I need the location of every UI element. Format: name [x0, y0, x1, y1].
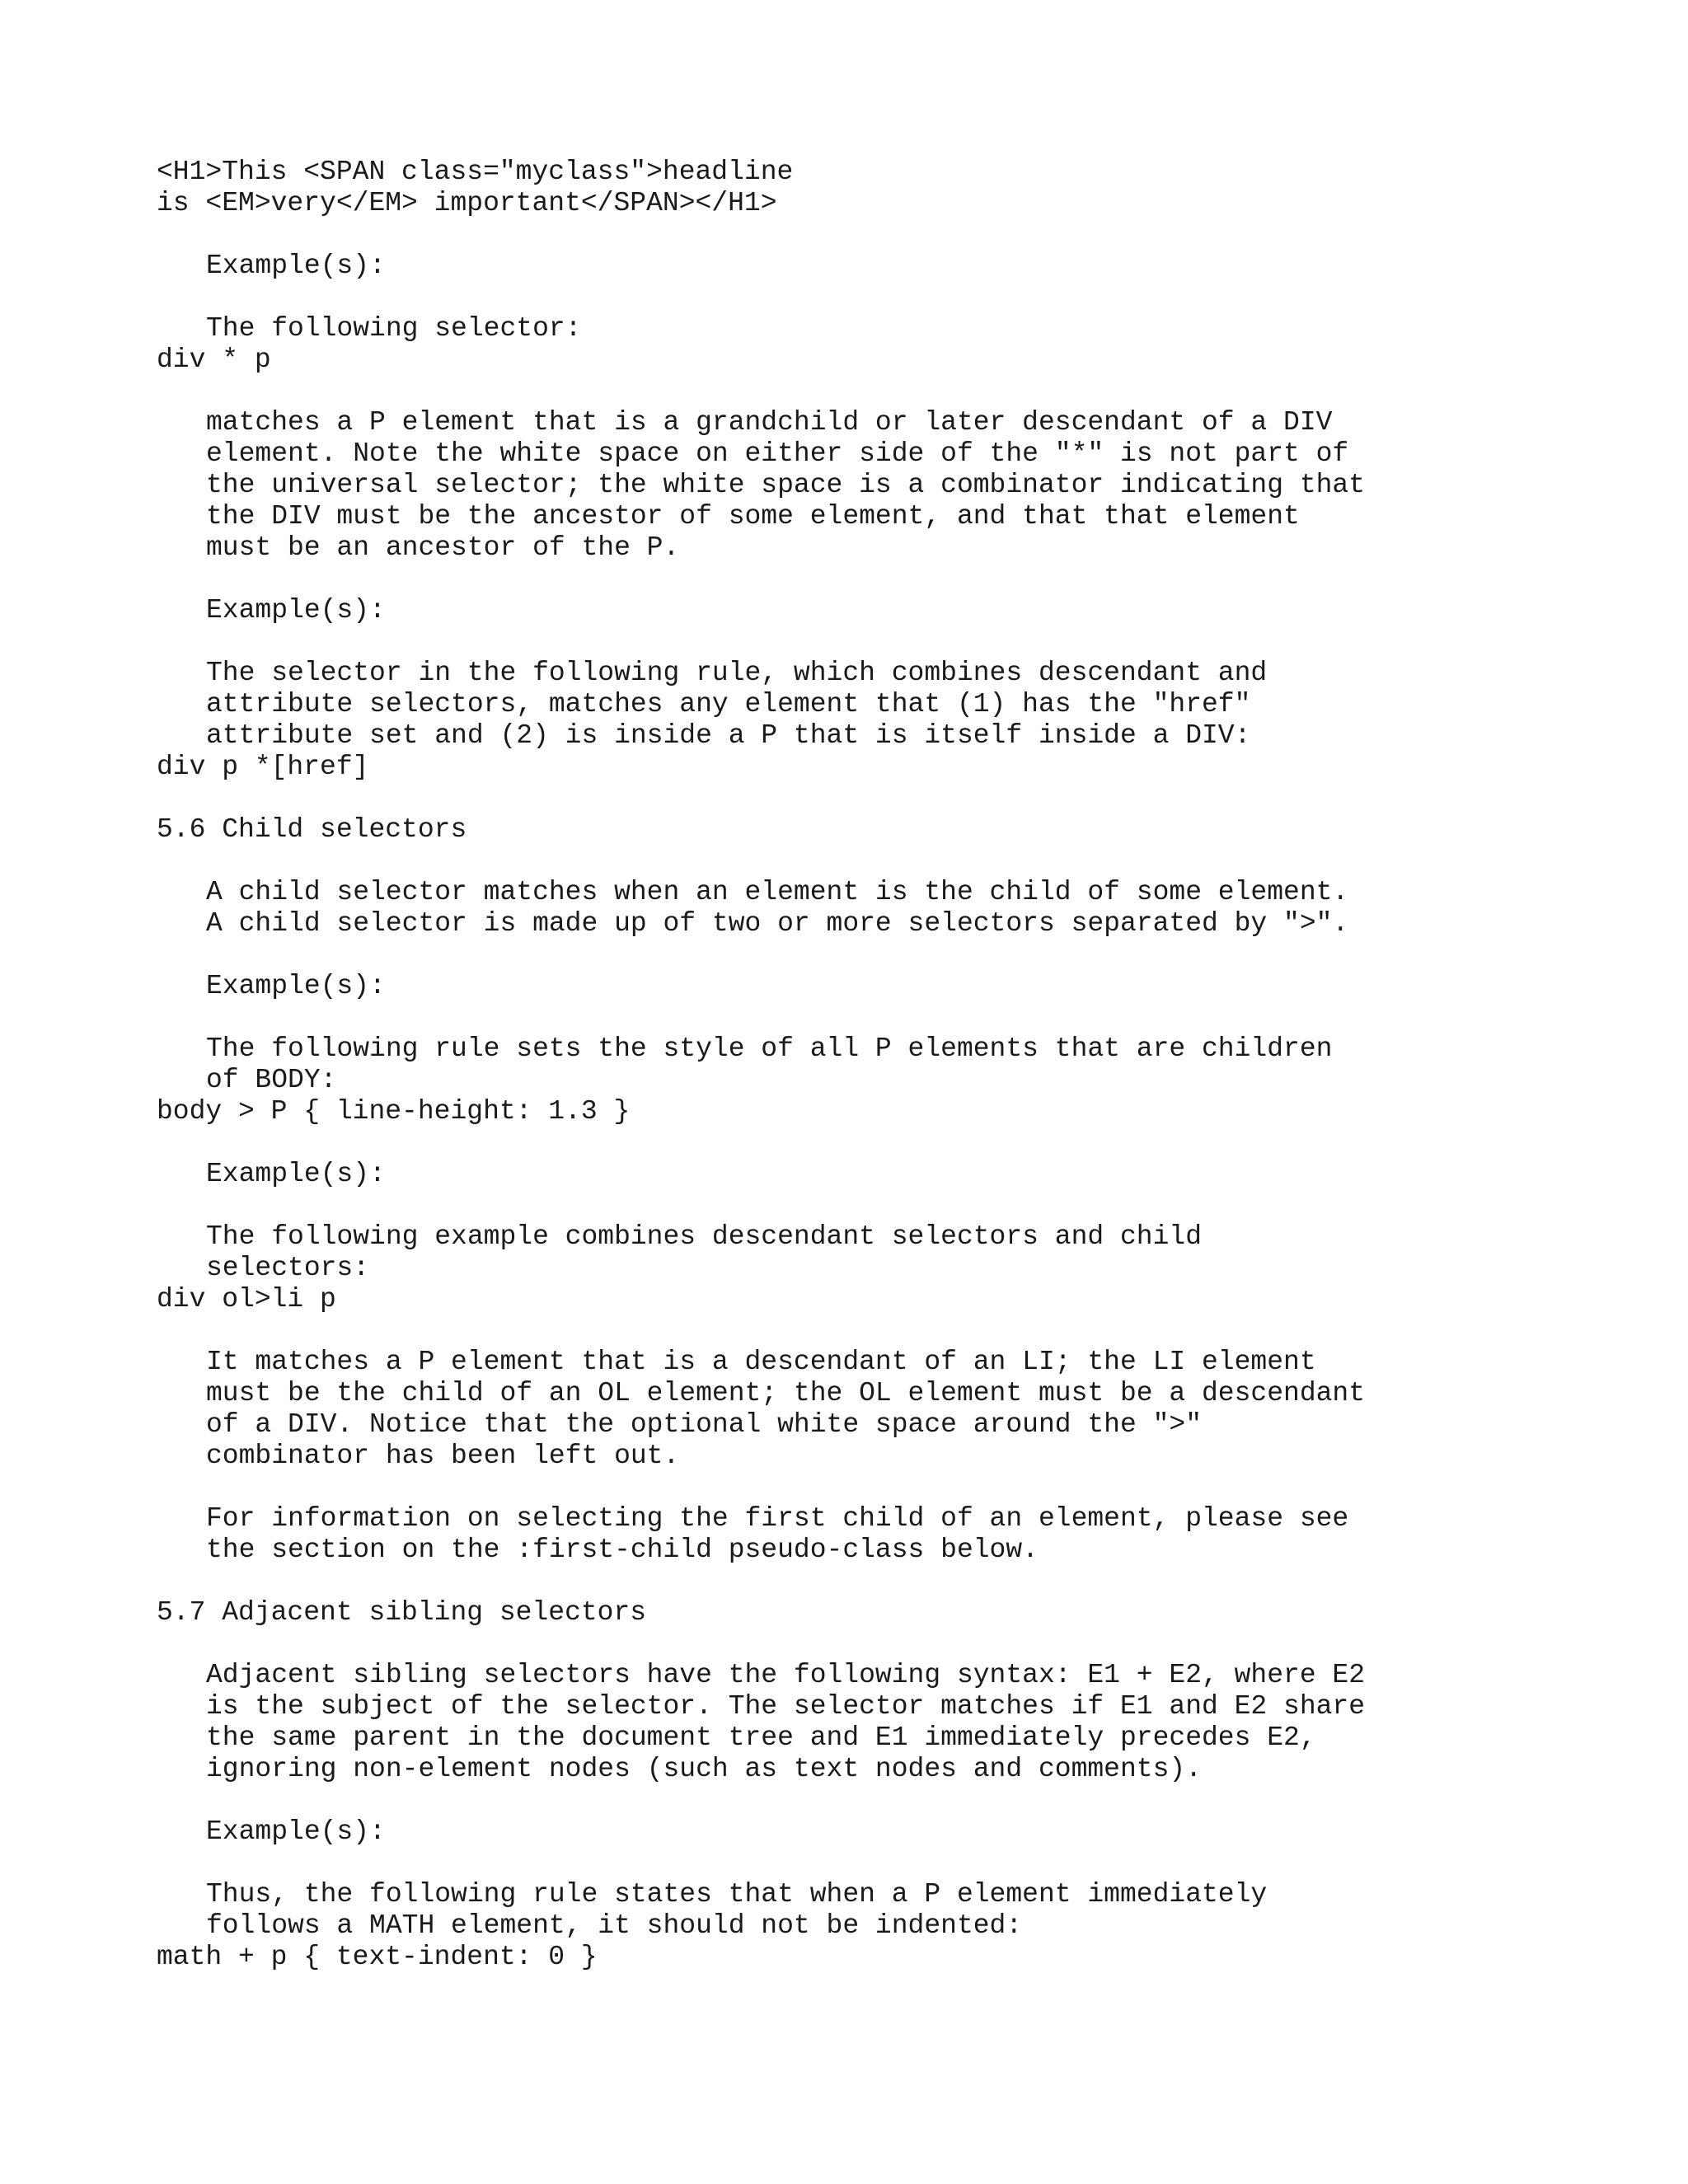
- text-line: Example(s):: [206, 1816, 386, 1847]
- blank-line: [157, 1566, 1607, 1597]
- text-line: Adjacent sibling selectors have the following syntax: E1 + E2, where E2: [206, 1660, 1366, 1690]
- text-line: combinator has been left out.: [206, 1441, 680, 1471]
- text-line: is the subject of the selector. The selector matches if E1 and E2 share: [206, 1691, 1366, 1722]
- blank-line: [157, 1315, 1607, 1347]
- blank-line: [157, 1190, 1607, 1221]
- text-line: div p *[href]: [157, 752, 369, 782]
- text-line: of BODY:: [206, 1065, 337, 1095]
- text-line: must be an ancestor of the P.: [206, 532, 680, 563]
- text-line: of a DIV. Notice that the optional white space around the ">": [206, 1409, 1202, 1440]
- blank-line: [157, 783, 1607, 814]
- text-line: follows a MATH element, it should not be indented:: [206, 1910, 1023, 1941]
- text-line: Thus, the following rule states that when a P element immediately: [206, 1879, 1268, 1910]
- text-line: selectors:: [206, 1253, 370, 1283]
- text-line: matches a P element that is a grandchild or later descendant of a DIV: [206, 407, 1333, 438]
- blank-line: [157, 626, 1607, 658]
- text-line: the universal selector; the white space is a combinator indicating that: [206, 470, 1366, 500]
- blank-line: [157, 564, 1607, 595]
- blank-line: [157, 376, 1607, 407]
- blank-line: [157, 940, 1607, 971]
- text-line: div * p: [157, 344, 271, 375]
- blank-line: [157, 1785, 1607, 1816]
- text-line: The following selector:: [206, 313, 582, 344]
- document-page: [157, 157, 1607, 1973]
- text-line: div ol>li p: [157, 1284, 336, 1315]
- text-line: A child selector is made up of two or more selectors separated by ">".: [206, 908, 1349, 939]
- blank-line: [157, 282, 1607, 313]
- text-line: For information on selecting the first child of an element, please see: [206, 1503, 1349, 1534]
- text-line: Example(s):: [206, 251, 386, 281]
- text-line: Example(s):: [206, 1159, 386, 1189]
- blank-line: [157, 1127, 1607, 1159]
- blank-line: [157, 846, 1607, 877]
- blank-line: [157, 1002, 1607, 1033]
- text-line: 5.6 Child selectors: [157, 814, 467, 845]
- blank-line: [157, 1472, 1607, 1503]
- text-line: body > P { line-height: 1.3 }: [157, 1096, 631, 1127]
- text-line: The following example combines descendant selectors and child: [206, 1221, 1202, 1252]
- text-line: must be the child of an OL element; the OL element must be a descendant: [206, 1378, 1366, 1408]
- text-line: Example(s):: [206, 971, 386, 1001]
- text-line: the DIV must be the ancestor of some element, and that that element: [206, 501, 1300, 532]
- text-line: The following rule sets the style of all P elements that are children: [206, 1033, 1333, 1064]
- text-line: element. Note the white space on either side of the "*" is not part of: [206, 438, 1349, 469]
- text-line: A child selector matches when an element is the child of some element.: [206, 877, 1349, 907]
- text-line: Example(s):: [206, 595, 386, 626]
- text-line: attribute set and (2) is inside a P that is itself inside a DIV:: [206, 720, 1251, 751]
- blank-line: [157, 1629, 1607, 1660]
- text-line: <H1>This <SPAN class="myclass">headline: [157, 157, 794, 187]
- text-line: attribute selectors, matches any element that (1) has the "href": [206, 689, 1251, 719]
- text-line: the section on the :first-child pseudo-class below.: [206, 1535, 1039, 1565]
- blank-line: [157, 219, 1607, 251]
- text-line: The selector in the following rule, which combines descendant and: [206, 658, 1268, 688]
- text-line: It matches a P element that is a descendant of an LI; the LI element: [206, 1347, 1316, 1377]
- blank-line: [157, 1848, 1607, 1879]
- text-line: the same parent in the document tree and E1 immediately precedes E2,: [206, 1722, 1316, 1753]
- text-line: is <EM>very</EM> important</SPAN></H1>: [157, 188, 777, 218]
- text-line: ignoring non-element nodes (such as text nodes and comments).: [206, 1754, 1202, 1784]
- text-line: math + p { text-indent: 0 }: [157, 1942, 598, 1972]
- text-line: 5.7 Adjacent sibling selectors: [157, 1597, 647, 1628]
